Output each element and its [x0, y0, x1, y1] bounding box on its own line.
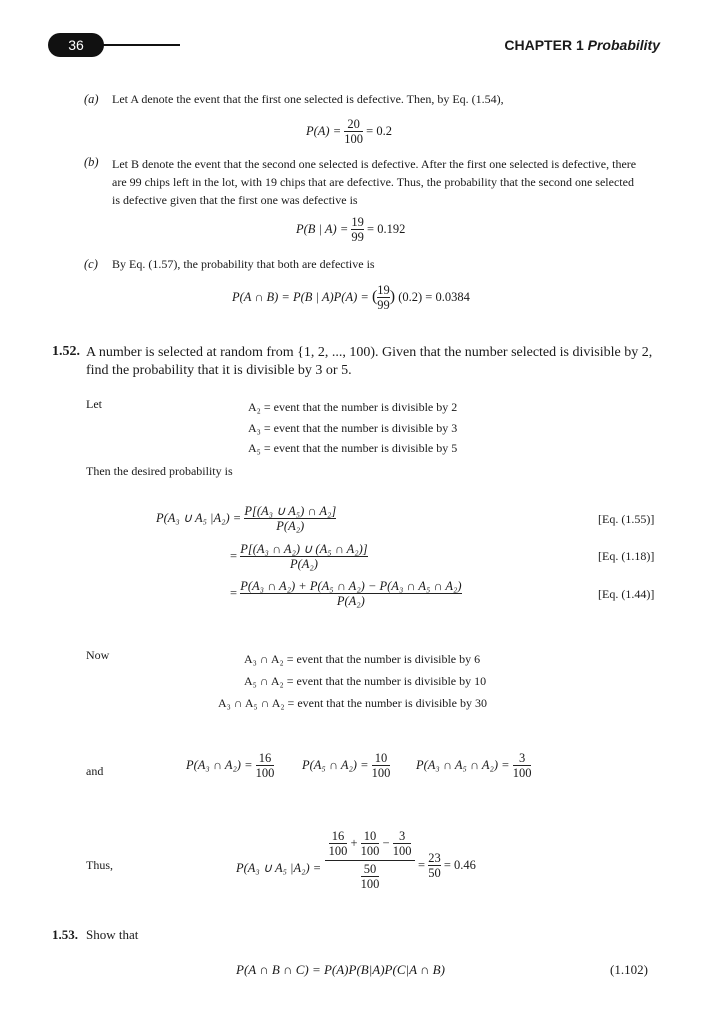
part-b-text: Let B denote the event that the second one selected is defective. After the first one selected is defective, there are 99 chips left in the lot, with 19 chips that are defective. Thus, the probability that the second one selected is defective given that the first one was defective is: [112, 157, 637, 207]
part-a-label: (a): [84, 92, 99, 106]
problem-1-52-statement: A number is selected at random from {1, 2, ..., 100). Given that the number selected is divisible by 2, find the probability that it is divisible by 3 or 5.: [86, 345, 653, 378]
intersection-definition-30: A₃ ∩ A₅ ∩ A₂ = event that the number is divisible by 30: [218, 696, 487, 710]
probability-a3-a2: P(A₃ ∩ A₂) = $\frac{16}{100}$: [186, 751, 275, 781]
header-rule: [100, 44, 180, 46]
chapter-title: Probability: [587, 37, 660, 53]
equation-number-1-102: (1.102): [610, 962, 648, 977]
definition-a5: A₅ = event that the number is divisible by 5: [248, 441, 458, 455]
definition-a3: A₃ = event that the number is divisible by 3: [248, 420, 458, 435]
result-lhs: P(A₃ ∪ A₅ |A₂) =: [236, 861, 322, 875]
let-label: Let: [86, 397, 102, 411]
thus-label: Thus,: [86, 858, 113, 872]
probability-a3-a5-a2: P(A₃ ∩ A₅ ∩ A₂) = $\frac{3}{100}$: [416, 751, 532, 781]
part-a-equation: P(A) = $\frac{20}{100}$ = 0.2: [306, 117, 392, 147]
probability-a5-a2: P(A₅ ∩ A₂) = $\frac{10}{100}$: [302, 751, 391, 781]
problem-1-52-number: 1.52.: [52, 344, 80, 359]
intersection-definition-10: A₅ ∩ A₂ = event that the number is divisible by 10: [244, 674, 487, 688]
chapter-label: CHAPTER 1: [504, 37, 584, 53]
part-c-text: By Eq. (1.57), the probability that both are defective is: [112, 257, 375, 271]
now-label: Now: [86, 648, 110, 662]
chapter-heading: [504, 37, 660, 53]
derivation-line-1: P(A₃ ∪ A₅ |A₂) = $\frac{\text{P[(A₃ ∪ A₅) ∩ A₂]}}{\text{P(A₂)}}$: [156, 504, 337, 534]
part-b-label: (b): [84, 155, 99, 169]
event-definitions: [248, 397, 457, 459]
problem-1-53-equation: P(A ∩ B ∩ C) = P(A)P(B|A)P(C|A ∩ B): [236, 962, 445, 977]
part-c-label: (c): [84, 257, 98, 271]
intersection-definition-6: A₃ ∩ A₂ = event that the number is divisible by 6: [244, 652, 481, 666]
and-label: and: [86, 764, 104, 778]
problem-1-53-number: 1.53.: [52, 927, 78, 942]
eq-ref-1-44: [Eq. (1.44)]: [598, 587, 655, 601]
part-a-text: Let A denote the event that the first one selected is defective. Then, by Eq. (1.54),: [112, 92, 504, 106]
problem-1-53-statement: Show that: [86, 927, 139, 942]
eq-ref-1-18: [Eq. (1.18)]: [598, 549, 655, 563]
page-number-badge: 36: [48, 33, 104, 57]
part-b-equation: P(B | A) = $\frac{19}{99}$ = 0.192: [296, 215, 406, 245]
part-c-equation: P(A ∩ B) = P(B | A)P(A) = ( $\frac{19}{99}$ ) (0.2) = 0.0384: [232, 283, 470, 313]
definition-a2: A₂ = event that the number is divisible by 2: [248, 400, 458, 414]
derivation-line-3: = $\frac{\text{P(A₃ ∩ A₂) + P(A₅ ∩ A₂) − P(A₃ ∩ A₅ ∩ A₂)}}{\text{P(A₂)}}$: [230, 579, 462, 609]
derivation-line-2: = $\frac{\text{P[(A₃ ∩ A₂) ∪ (A₅ ∩ A₂)]}}{\text{P(A₂)}}$: [230, 542, 368, 572]
result-compound-fraction: $\frac{16}{100}$ + $\frac{10}{100}$ − $\frac{3}{100}$ $\frac{50}{100}$: [325, 830, 415, 892]
then-text: Then the desired probability is: [86, 464, 233, 478]
eq-ref-1-55: [Eq. (1.55)]: [598, 512, 655, 526]
result-final: = $\frac{23}{50}$ = 0.46: [418, 851, 476, 881]
